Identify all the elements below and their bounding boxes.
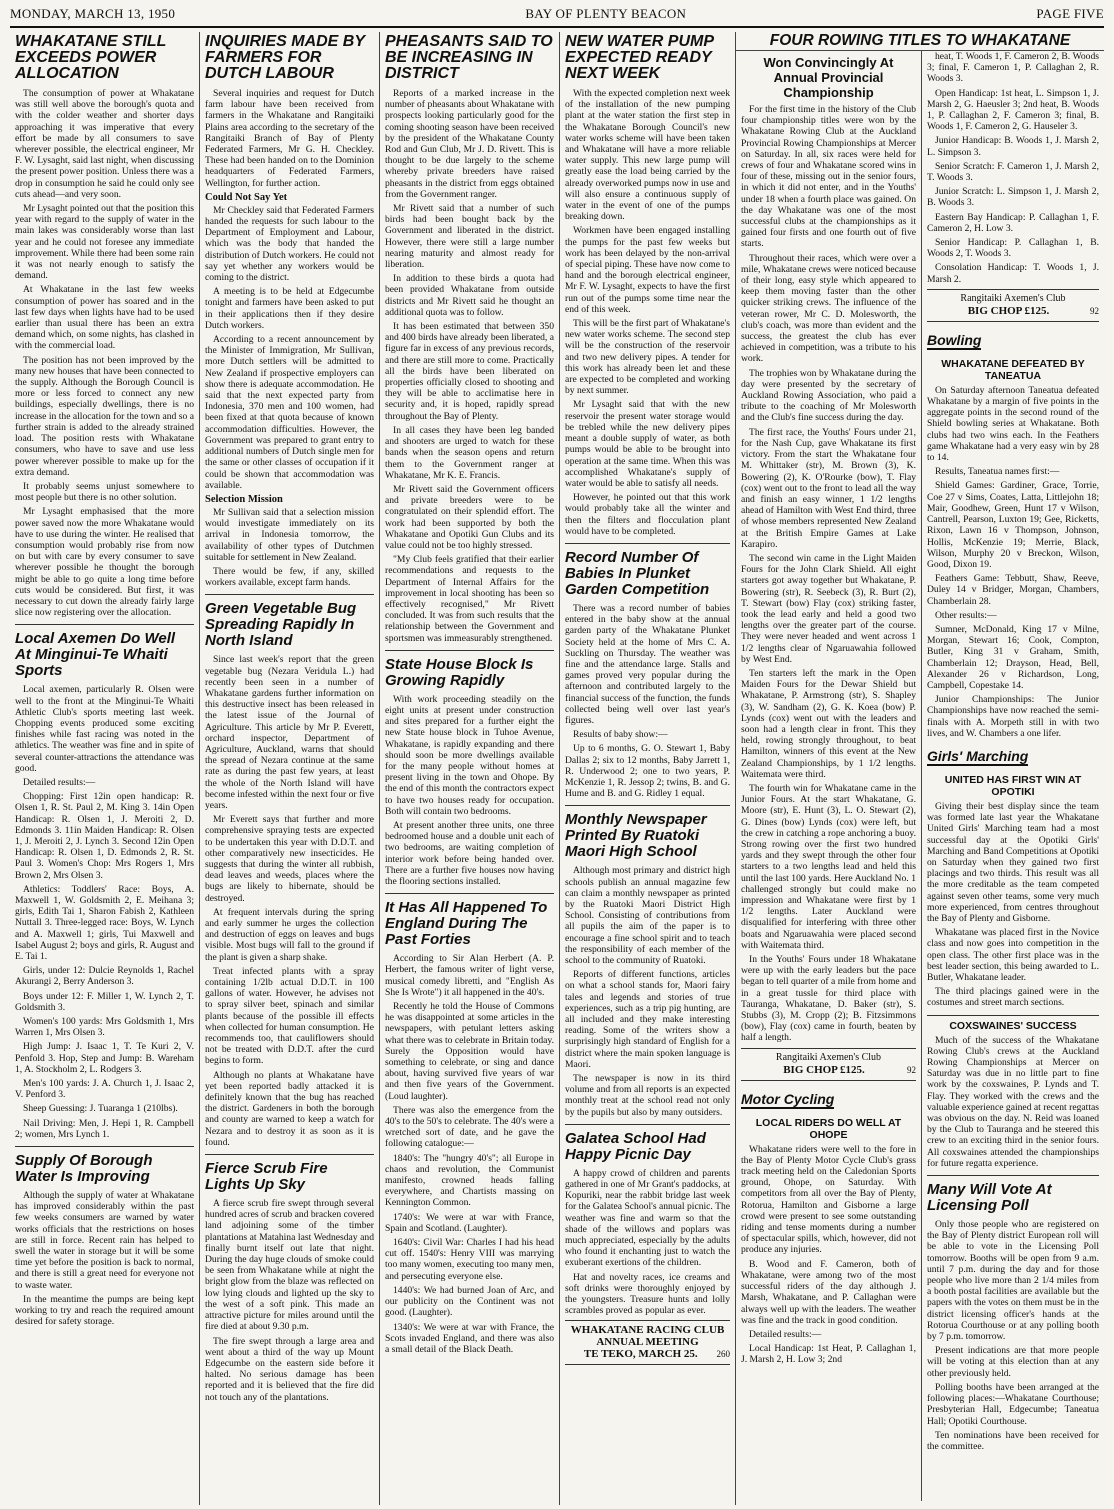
article-paragraph: There would be few, if any, skilled workers available, except farm hands. [205, 565, 374, 589]
article-paragraph: Girls, under 12: Dulcie Reynolds 1, Rachel Akurangi 2, Berry Anderson 3. [15, 965, 194, 988]
divider [565, 543, 730, 544]
article-paragraph: Sheep Guessing: J. Tuaranga 1 (210lbs). [23, 1103, 178, 1115]
article-paragraph: Detailed results:— [749, 1328, 822, 1340]
headline-vegetable-bug: Green Vegetable Bug Spreading Rapidly In North Island [205, 600, 357, 650]
article-paragraph: 1840's: The "hungry 40's"; all Europe in chaos and revolution, the Communist manifesto, crowned heads falling everywhere, and Chartists massing on Kennington Common. [385, 1152, 554, 1209]
right-columns [736, 51, 1104, 1501]
article-paragraph: It probably seems unjust somewhere to most people but there is no other solution. [15, 480, 194, 504]
article-paragraph: Up to 6 months, G. O. Stewart 1, Baby Dallas 2; six to 12 months, Baby Jarrett 1, R. Underwood 2; one to two years, P. McKenzie 1, R. Jessop 2; twins, B. and G. Hume and B. and G. Ridley 1 equal. [565, 743, 730, 800]
divider [565, 805, 730, 806]
article-paragraph: The newspaper is now in its third volume and from all reports is an expected monthly treat at the school read not only by the pupils but also by many outsiders. [565, 1073, 730, 1118]
section-tag-girls-marching: Girls' Marching [927, 747, 1029, 764]
article-paragraph: 1740's: We were at war with France, Spain and Scotland. (Laughter). [385, 1211, 554, 1234]
headline-licensing-poll: Many Will Vote At Licensing Poll [927, 1181, 1052, 1215]
article-paragraph: Boys under 12: F. Miller 1, W. Lynch 2, T. Goldsmith 3. [15, 990, 194, 1013]
page-number: PAGE FIVE [1036, 6, 1104, 21]
headline-power-allocation: WHAKATANE STILL EXCEEDS POWER ALLOCATION [15, 33, 167, 82]
article-paragraph: This will be the first part of Whakatane's new water works scheme. The second step will be the construction of the reservoir and two new delivery pipes. A tender for this work has already been let and these are expected to be completed and working by next summer. [565, 318, 730, 397]
article-paragraph: At Whakatane in the last few weeks consumption of power has soared and in the last few days when lights have had to be used earlier than usual there has been an extra demand which, on some nights, has clashed in with the commercial load. [15, 284, 194, 352]
advert-line: Rangitaiki Axemen's Club [775, 1051, 882, 1063]
article-paragraph: Sumner, McDonald, King 17 v Milne, Morgan, Stewart 16; Cook, Compton, Butler, King 31 v Graham, Smith, Chamberlain 12; Drayson, Head, Bell, Alexander 26 v Richardson, Long, Campbell, Copestake 14. [927, 623, 1099, 691]
article-paragraph: The second win came in the Light Maiden Fours for the John Clark Shield. All eight starters got away together but Whakatane, P. Bowering (str), R. Seebeck (3), R. Burt (2), T. Stewart (bow) Flay (cox) striking faster, took the lead early and held a good two lengths over the greater part of the course. They were never headed and went across 1 1/2 lengths clear of Ngaruawahia followed by West End. [741, 552, 916, 665]
article-paragraph: Feathers Game: Tebbutt, Shaw, Reeve, Duley 14 v Bridger, Morgan, Chambers, Chamberlain 28. [927, 573, 1099, 607]
article-paragraph: Women's 100 yards: Mrs Goldsmith 1, Mrs Warren 1, Mrs Olsen 3. [15, 1016, 194, 1039]
article-paragraph: In all cases they have been leg banded and shooters are urged to watch for these bands when the season opens and return them to the Government ranger at Whakatane, Mr K. E. Francis. [385, 424, 554, 481]
article-paragraph: Mr Sullivan said that a selection mission would investigate immediately on its arrival in Indonesia tomorrow, the availability of other types of Dutchmen suitable for settlement in New Zealand. [205, 506, 374, 563]
article-paragraph: Treat infected plants with a spray containing 1/2lb actual D.D.T. in 100 gallons of water. However, he advises not to spray silver beet, spinach and similar plants because of the possible ill effects when collected for human consumption. He recommends too, that cauliflowers should not be treated with D.D.T. after the curd begins to form. [205, 965, 374, 1067]
article-paragraph: A fierce scrub fire swept through several hundred acres of scrub and bracken covered land adjoining some of the timber plantations at Matahina last Wednesday and finally burnt itself out late that night. During the day huge clouds of smoke could be seen from Whakatane while at night the bright glow from the blaze was reflected on low lying clouds and lighted up the sky to the west of a soft pink. This made an attractive picture for miles around until the fire died at about 9.30 p.m. [205, 1198, 374, 1333]
advert-line: BIG CHOP £125. [967, 304, 1050, 317]
advert-line: WHAKATANE RACING CLUB [570, 1324, 725, 1337]
article-paragraph: Mr Lysaght pointed out that the position this year with regard to the supply of water in the main lakes was considerably worse than last year and he could not foresee any immediate improvement. While there had been some rain it was not nearly enough to satisfy the demand. [15, 203, 194, 282]
article-paragraph: 1640's: Civil War: Charles I had his head cut off. 1540's: Henry VIII was marrying too many women, executing too many men, and persecuting everyone else. [385, 1237, 554, 1282]
article-paragraph: Reports of a marked increase in the number of pheasants about Whakatane with prospects looking particularly good for the coming shooting season have been received by the president of the Whakatane County Rod and Gun Club, Mr J. D. Rivett. This is thought to be due largely to the scheme whereby private breeders have raised pheasants in the district from eggs obtained from the Government ranger. [385, 88, 554, 200]
article-paragraph: On Saturday afternoon Taneatua defeated Whakatane by a margin of five points in the aggregate points in the second round of the Shield bowling series at Whakatane. Both clubs had two wins each. In the Feathers game Whakatane had a very easy win by 28 to 14. [927, 384, 1099, 464]
right-section [736, 32, 1104, 1505]
advert-number: 92 [907, 1064, 916, 1075]
article-paragraph: Several inquiries and request for Dutch farm labour have been received from farmers in the Whakatane and Rangitaiki Plains area according to the secretary of the Rangitaiki Branch of Bay of Plenty Federated Farmers, Mr G. H. Checkley. These had been handed on to the Dominion headquarters of Federated Farmers, Wellington, for further action. [205, 88, 374, 189]
divider [385, 650, 554, 651]
headline-forties: It Has All Happened To England During The Past Forties [385, 899, 548, 949]
article-paragraph: Workmen have been engaged installing the pumps for the past few weeks but work has been delayed by the non-arrival of special piping. These have now come to hand and the borough electrical engineer, Mr F. W. Lysaght, expects to have the first run out of the pumps some time near the end of this week. [565, 225, 730, 315]
marching-headline: UNITED HAS FIRST WIN AT OPOTIKI [944, 773, 1082, 798]
headline-borough-water: Supply Of Borough Water Is Improving [15, 1152, 153, 1186]
masthead [10, 6, 1104, 28]
article-paragraph: The consumption of power at Whakatane was still well above the borough's quota and with the colder weather and shorter days approaching it was imperative that every effort be made by all consumers to save wherever possible, the electrical engineer, Mr F. W. Lysaght, said last night, when discussing the present power position. Unless there was a drop in consumption he said he could only see cuts ahead—and very soon. [15, 88, 194, 200]
article-paragraph: A meeting is to be held at Edgecumbe tonight and farmers have been asked to put in their applications then if they desire Dutch workers. [205, 286, 374, 331]
column-6 [922, 51, 1104, 1501]
article-paragraph: Nail Driving: Men, J. Hepi 1, R. Campbell 2; women, Mrs Lynch 1. [15, 1117, 194, 1140]
article-paragraph: It has been estimated that between 350 and 400 birds have already been liberated, a figure far in excess of any previous records, and there are still more to come. Practically all the birds have been liberated on properties officially closed to shooting and they will be able to acclimatise here in security and, it is hoped, rapidly spread throughout the Bay of Plenty. [385, 321, 554, 422]
article-paragraph: Men's 100 yards: J. A. Church 1, J. Isaac 2, V. Penford 3. [15, 1078, 194, 1101]
article-paragraph: High Jump: J. Isaac 1, T. Te Kuri 2, V. Penfold 3. Hop, Step and Jump: B. Wareham 1, A. Stockholm 2, L. Rodgers 3. [15, 1041, 194, 1075]
article-paragraph: The fourth win for Whakatane came in the Junior Fours. At the start Whakatane, G. Moore (str), E. Hunt (3), L. O. Stewart (2), G. Dines (bow) Lynds (cox) were left, but the crew in catching a rope anchoring a buoy. Strong rowing over the first two hundred yards and they swept through the other four starters to a two lengths lead and held this until the last 100 yards. Here Auckland No. 1 challenged strongly but could make no impression and Whakatane were first by 1 1/2 lengths. Later Auckland were disqualified for interfering with three other boats and Ngaruawahia were placed second with Waitemata third. [741, 782, 916, 951]
section-tag-bowling: Bowling [927, 331, 982, 348]
newspaper-name: BAY OF PLENTY BEACON [525, 6, 687, 21]
article-paragraph: Senior Scratch: F. Cameron 1, J. Marsh 2, T. Woods 3. [927, 160, 1099, 184]
article-paragraph: Mr Rivett said that a number of such birds had been bought back by the Government and liberated in the district. However, there were still a large number nearing maturity and almost ready for liberation. [385, 203, 554, 271]
rowing-headline: Won Convincingly At Annual Provincial Championship [763, 55, 894, 100]
article-paragraph: With the expected completion next week of the installation of the new pumping plant at the water station the first step in the Whakatane Borough Council's new water works scheme will have been taken and Whakatane will have a more reliable water supply. This new large pump will greatly ease the load being carried by the already overworked pumps now in use and will also ensure a continuous supply of water in the event of one of the pumps breaking down. [565, 88, 730, 223]
article-paragraph: At present another three units, one three bedroomed house and a double unit each of two bedrooms, are waiting completion of interior work before being handed over. There are a further five houses now having the flooring sections installed. [385, 819, 554, 887]
divider [927, 1015, 1099, 1016]
article-paragraph: Whakatane was placed first in the Novice class and now goes into competition in the open class. The other first place was in the best leader section, this being awarded to L. Butler, Whakatane leader. [927, 927, 1099, 983]
headline-scrub-fire: Fierce Scrub Fire Lights Up Sky [205, 1160, 328, 1194]
headline-dutch-labour: INQUIRIES MADE BY FARMERS FOR DUTCH LABOUR [205, 33, 365, 82]
article-paragraph: Junior Scratch: L. Simpson 1, J. Marsh 2, B. Woods 3. [927, 186, 1099, 209]
motor-headline: LOCAL RIDERS DO WELL AT OHOPE [755, 1116, 902, 1141]
article-paragraph: Mr Checkley said that Federated Farmers handed the requests for such labour to the Department of Employment and Labour, which was the body that handed the distribution of Dutch workers. He could not say yet whether any workers would be coming to the district. [205, 204, 374, 284]
divider [927, 1175, 1099, 1176]
divider [385, 893, 554, 894]
issue-date: MONDAY, MARCH 13, 1950 [10, 6, 176, 21]
divider [205, 594, 374, 595]
article-paragraph: Throughout their races, which were over a mile, Whakatane crews were noticed because of their long, easy style which appeared to keep them moving faster than the other quicker striking crews. The influence of the veteran rower, Mr C. D. Molesworth, the club's coach, was more than evident and the success, the greatest the club has ever achieved in competition, was a tribute to his work. [741, 252, 916, 365]
column-3 [380, 32, 560, 1505]
article-paragraph: With work proceeding steadily on the eight units at present under construction and sites prepared for a further eight the new State house block in Tuhoe Avenue, Whakatane, is rapidly expanding and there should soon be more dwellings available for the many people without homes at present living in the town and Ohope. By the end of this month the contractors expect to have two houses ready for occupation. Both will contain two bedrooms. [385, 693, 554, 817]
article-paragraph: The fire swept through a large area and went about a third of the way up Mount Edgecumbe on the eastern side before it halted. No serious damage has been reported and it is believed that the fire did not touch any of the plantations. [205, 1335, 374, 1403]
article-paragraph: However, he pointed out that this work would probably take all the winter and then the filters and flocculation plant would have to be completed. [565, 492, 730, 537]
article-paragraph: In addition to these birds a quota had been provided Whakatane from outside districts and Mr Rivett said he thought an additional quota was to follow. [385, 273, 554, 318]
article-paragraph: Present indications are that more people will be voting at this election than at any other previously held. [927, 1345, 1099, 1379]
advert-number: 260 [716, 1349, 730, 1360]
article-paragraph: For the first time in the history of the Club four championship titles were won by the Whakatane Rowing Club at the Auckland Provincial Rowing Championships at Mercer on Saturday. In all, six races were held for crews of four and Whakatane scored wins in four of these, missing out in the senior fours, in which it did not enter, and in the Youths' under 18 when a fourth place was gained. On the day Whakatane was one of the most successful clubs at the championships as it gained four firsts and one fourth out of five starts. [741, 104, 916, 250]
headline-state-house: State House Block Is Growing Rapidly [385, 655, 534, 689]
article-paragraph: Athletics: Toddlers' Race: Boys, A. Maxwell 1, W. Goldsmith 2, E. Meihana 3; girls, Edith Tai 1, Sharon Fabish 2, Kathleen Nuttall 3. Three-legged race: Boys, W. Lynch and A. Maxwell 1; girls, Tui Maxwell and Isabel August 2; boys and girls, R. August and E. Tai 1. [15, 883, 194, 963]
article-paragraph: Local axemen, particularly R. Olsen were well to the front at the Minginui-Te Whaiti Athletic Club's sports meeting last week. Chopping events produced some exciting finishes while fast racing was noted in the athletics. The weather was fine and in spite of several counter-attractions the attendance was good. [15, 684, 194, 774]
article-paragraph: Chopping: First 12in open handicap: R. Olsen 1, R. St. Paul 2, M. King 3. 14in Open Handicap: R. Olsen 1, J. Meroiti 2, D. Edmonds 3. 11in Maiden Handicap: R. Olsen 1, J. Meroiti 2, J. Lynch 3. Second 12in Open Handicap: R. Olsen 1, D. Edmonds 2, R. St. Paul 3. Women's Chop: Mrs Rogers 1, Mrs Brown 2, Mrs Olsen 3. [15, 791, 194, 881]
article-paragraph: A happy crowd of children and parents gathered in one of Mr Grant's paddocks, at Kopuriki, near the rabbit bridge last week for the Galatea School's annual picnic. The weather was fine and warm so that the shade of the willows and poplars was much appreciated, especially by the adults who found it enchanting just to watch the exuberant exertions of the children. [565, 1167, 730, 1269]
article-paragraph: Shield Games: Gardiner, Grace, Torrie, Coe 27 v Sims, Coates, Latta, Littlejohn 18; Mair, Goodhew, Green, Hunt 17 v Wilson, Cantrell, Pearson, Luxton 19; Gee, Ricketts, Rixon, Lawn 16 v Thompson, Johnson, Hollis, McKenzie 19; Merrie, Black, Wilson, Murphy 20 v Breckon, Wilson, Good, Dixon 19. [927, 480, 1099, 570]
article-paragraph: In the Youths' Fours under 18 Whakatane were up with the early leaders but the pace began to tell quarter of a mile from home and in a great tussle for third place with Tauranga, Whakatane, D. Baker (str), S. Stubbs (3), M. Cropp (2); B. Fitzsimmons (bow), Flay (cox) came in fourth, beaten by half a length. [741, 954, 916, 1044]
headline-pheasants: PHEASANTS SAID TO BE INCREASING IN DISTRICT [385, 33, 553, 82]
article-paragraph: Other results:— [935, 609, 997, 621]
advert-line: BIG CHOP £125. [783, 1063, 865, 1076]
article-paragraph: The position has not been improved by the many new houses that have been connected to the supply. Although the Borough Council is more or less forced to connect any new buildings, especially dwellings, there is no increase in the allocation for the town and so a further strain is added to the already strained load. The position rests with Whakatane consumers, who have to save and use less power wherever possible to make up for the extra demand. [15, 354, 194, 478]
article-paragraph: Junior Handicap: B. Woods 1, J. Marsh 2, L. Simpson 3. [927, 135, 1099, 158]
divider [565, 1124, 730, 1125]
bowling-headline: WHAKATANE DEFEATED BY TANEATUA [941, 357, 1085, 382]
article-paragraph: 1340's: We were at war with France, the Scots invaded England, and there was also a small detail of the Black Death. [385, 1321, 554, 1355]
advert-line: Rangitaiki Axemen's Club [960, 292, 1066, 304]
article-paragraph: Junior Championships: The Junior Championships have now reached the semi-finals with A. Morpeth still in with two lives, and W. Chambers a one lifer. [927, 694, 1099, 739]
section-tag-motor-cycling: Motor Cycling [741, 1090, 835, 1107]
article-paragraph: Whakatane riders were well to the fore in the Bay of Plenty Motor Cycle Club's grass track meeting held on the Caledonian Sports ground, Ohope, on Saturday. With competitors from all over the Bay of Plenty, Rotorua, Hamilton and Gisborne a large crowd were present to see some outstanding riding and tense moments during a number of spectacular spills, which, however, did not produce any injuries. [741, 1143, 916, 1256]
column-5 [736, 51, 922, 1501]
article-paragraph: Mr Everett says that further and more comprehensive spraying tests are expected to be undertaken this year with D.D.T. and other comparatively new insecticides. He suggests that during the winter all rubbish, dead leaves and weeds, places where the bugs are likely to hibernate, should be destroyed. [205, 814, 374, 904]
article-paragraph: Hat and novelty races, ice creams and soft drinks were thoroughly enjoyed by the youngsters. Treasure hunts and lolly scrambles proved as popular as ever. [565, 1271, 730, 1317]
article-paragraph: Recently he told the House of Commons he was disappointed at some articles in the newspapers, with petulant letters asking what there was to celebrate in Britain today. Surely the Opposition would have something to celebrate, or sing and dance about, having survived five years of war and then five years of the Government. (Loud laughter). [385, 1001, 554, 1102]
article-paragraph: According to a recent announcement by the Minister of Immigration, Mr Sullivan, more Dutch settlers will be admitted to New Zealand if prospective employers can show there is adequate accommodation. He said that the next expected party from Indonesia, 370 men and 100 women, had been fixed at that quota because of known accommodation difficulties. However, the Government was prepared to grant entry to additional numbers of Dutch single men for the same or other classes of occupation if it could be shown that accommodation was available. [205, 334, 374, 491]
headline-axemen: Local Axemen Do Well At Minginui-Te Whaiti Sports [15, 630, 176, 680]
article-paragraph: 1440's: We had burned Joan of Arc, and our publicity on the Continent was not good. (Laughter). [385, 1284, 554, 1319]
article-paragraph: At frequent intervals during the spring and early summer he urges the collection and destruction of eggs on leaves and bugs visible. Most bugs will fall to the ground if the plant is given a sharp shake. [205, 906, 374, 963]
advert-number: 92 [1090, 305, 1099, 316]
article-paragraph: Polling booths have been arranged at the following places:—Whakatane Courthouse; Presbyterian Hall, Edgecumbe; Taneatua Hall; Opotiki Courthouse. [927, 1381, 1099, 1427]
advert-line: ANNUAL MEETING [596, 1336, 699, 1349]
headline-galatea-picnic: Galatea School Had Happy Picnic Day [565, 1129, 706, 1163]
advert-line: TE TEKO, MARCH 25. [583, 1348, 698, 1361]
divider [205, 1154, 374, 1155]
article-paragraph: heat, T. Woods 1, F. Cameron 2, B. Woods 3; final, F. Cameron 1, P. Callaghan 2, R. Woods 3. [927, 51, 1099, 85]
coxswaines-headline: COXSWAINES' SUCCESS [949, 1019, 1077, 1032]
subheading: Selection Mission [205, 493, 283, 505]
article-paragraph: There was a record number of babies entered in the baby show at the annual garden party of the Whakatane Plunket Society held at the home of Mrs C. A. Suckling on Thursday. The weather was fine and the attendance large. Stalls and games proved very popular during the afternoon and contributed largely to the financial success of the function, the funds collected being well over last year's figures. [565, 602, 730, 726]
article-paragraph: Giving their best display since the team was formed late last year the Whakatane United Girls' Marching team had a most successful day at the Opotiki Girls' Marching and Band Competitions at Opotiki on Saturday when they gained two first placings and two thirds. This result was all the more creditable as the team competed against seven other teams, some very much more experienced, from centres throughout the Bay of Plenty and Gisborne. [927, 800, 1099, 924]
columns [10, 32, 1104, 1505]
article-paragraph: There was also the emergence from the 40's to the 50's to celebrate. The 40's were a wretched sort of date, and he gave the following catalogue:— [385, 1104, 554, 1150]
rowing-banner: FOUR ROWING TITLES TO WHAKATANE [736, 32, 1104, 51]
article-paragraph: "My Club feels gratified that their earlier recommendations and requests to the Department of Internal Affairs for the improvement in local shooting has been so effectively recognised," Mr Rivett concluded. It was from such results that the relationship between the Government and sportsmen was immeasurably strengthened. [385, 554, 554, 644]
article-paragraph: The trophies won by Whakatane during the day were presented by the secretary of Auckland Rowing Association, who paid a tribute to the coaching of Mr Molesworth and the Club's fine success during the day. [741, 367, 916, 424]
article-paragraph: Ten nominations have been received for the committee. [927, 1429, 1099, 1452]
article-paragraph: Since last week's report that the green vegetable bug (Nezara Veridula L.) had recently been seen in a number of Whakatane gardens further information on this destructive insect has been released in the latest issue of the Journal of Agriculture. This article by Mr P. Everett, orchard inspector, Department of Agriculture, Auckland, warns that should the spread of Nezara continue at the same rate as during the past few years, at least the whole of the North Island will have become infested within the next four or five years. [205, 654, 374, 811]
racing-club-advert [565, 1320, 730, 1365]
article-paragraph: Much of the success of the Whakatane Rowing Club's crews at the Auckland Rowing Championships at Mercer on Saturday was due in no little part to fine work by the coxswaines, P. Lynds and T. Flay. They worked with the crews and the valuable experience gained at recent regattas was obvious on the day. N. Reid was loaned by the Club to Tauranga and he steered this crew to an exciting third in the senior fours. All coxswaines attended the championships for future regatta experience. [927, 1034, 1099, 1169]
divider [15, 1146, 194, 1147]
article-paragraph: Eastern Bay Handicap: P. Callaghan 1, F. Cameron 2, H. Low 3. [927, 211, 1099, 234]
column-1 [10, 32, 200, 1505]
article-paragraph: Only those people who are registered on the Bay of Plenty district European roll will be able to vote in the Licensing Poll tomorrow. Booths will be open from 9 a.m. until 7 p.m. during the day and for those people who live more than 2 1/4 miles from a booth postal facilities are available but the papers with the votes on them must be in the district licensing officer's hands at the Rotorua Courthouse or at any polling booth by 7 p.m. tomorrow. [927, 1219, 1099, 1343]
article-paragraph: In the meantime the pumps are being kept working to try and reach the required amount desired for safety storage. [15, 1293, 194, 1328]
article-paragraph: Ten starters left the mark in the Open Maiden Fours for the Dewar Shield but Whakatane, P. Armstrong (str), S. Shapley (3), W. Sandham (2), G. K. Koea (bow) P. Lynds (cox) went out with the leaders and soon had a length clear in front. This they held, rowing strongly throughout, to beat Hamilton, winners of this event at the New Zealand Championships, by 1 1/2 lengths. Waitemata were third. [741, 667, 916, 780]
headline-ruatoki-newspaper: Monthly Newspaper Printed By Ruatoki Maori High School [565, 811, 707, 861]
article-paragraph: The third placings gained were in the costumes and street march sections. [927, 986, 1099, 1009]
article-paragraph: Mr Lysaght said that with the new reservoir the present water storage would be trebled while the new delivery pipes meant a double supply of water, as both pumps would be able to be brought into operation at the same time. When this was accomplished Whakatane's supply of water would be able to satisfy all needs. [565, 399, 730, 489]
article-paragraph: According to Sir Alan Herbert (A. P. Herbert, the famous writer of light verse, musical comedy libretti, and "English As She Is Wrote") it all happened in the 40's. [385, 953, 554, 998]
axemen-advert [741, 1048, 916, 1081]
headline-plunket: Record Number Of Babies In Plunket Garden Competition [565, 548, 710, 598]
article-paragraph: Local Handicap: 1st Heat, P. Callaghan 1, J. Marsh 2, H. Low 3; 2nd [741, 1343, 916, 1366]
subheading: Could Not Say Yet [205, 191, 288, 203]
column-2 [200, 32, 380, 1505]
article-paragraph: Detailed results:— [23, 776, 96, 788]
axemen-advert [927, 289, 1099, 322]
divider [15, 624, 194, 625]
headline-water-pump: NEW WATER PUMP EXPECTED READY NEXT WEEK [565, 33, 714, 82]
article-paragraph: Mr Rivett said the Government officers and private breeders were to be congratulated on their splendid effort. The work had been supported by both the Whakatane and Opotiki Gun Clubs and its value could not be too highly stressed. [385, 483, 554, 551]
article-paragraph: Although most primary and district high schools publish an annual magazine few can claim a monthly newspaper as printed by the Ruatoki Maori District High School. Consisting of contributions from all pupils the aim of the paper is to encourage a fine school spirit and to teach the responsibility of each member of the school to the community of Ruatoki. [565, 865, 730, 966]
article-paragraph: Reports of different functions, articles on what a school stands for, Maori fairy tales and legends and stories of true experiences, such as a trip pig hunting, are all included and they make interesting reading. Some of the writers show a surprisingly high standard of English for a district where the main spoken language is Maori. [565, 969, 730, 1070]
article-paragraph: The first race, the Youths' Fours under 21, for the Nash Cup, gave Whakatane its first victory. From the start the Whakatane four M. Whittaker (str), M. Brown (3), K. Bowering (2), K. O'Rourke (bow), T. Flay (cox) went out to the front to lead all the way and finish an easy winner, 1 1/2 lengths ahead of Hamilton with West End third, three of whose members represented New Zealand at the British Empire Games at Lake Karapiro. [741, 426, 916, 550]
article-paragraph: Open Handicap: 1st heat, L. Simpson 1, J. Marsh 2, G. Haeusler 3; 2nd heat, B. Woods 1, P. Callaghan 2, F. Cameron 3; final, B. Woods 1, F. Cameron 2, G. Hauseler 3. [927, 87, 1099, 133]
article-paragraph: B. Wood and F. Cameron, both of Whakatane, were among two of the most successful riders of the day although J. Marsh, Whakatane, and P. Callaghan were always well up with the leaders. The weather was fine and the track in good condition. [741, 1258, 916, 1326]
article-paragraph: Consolation Handicap: T. Woods 1, J. Marsh 2. [927, 262, 1099, 285]
article-paragraph: Results, Taneatua names first:— [935, 466, 1060, 478]
column-4 [560, 32, 736, 1505]
article-paragraph: Mr Lysaght emphasised that the more power saved now the more Whakatane would have to use during the winter. He realised that consumption would probably rise from now on but with care by every consumer to save wherever possible he thought the borough might be able to go quite a long time before cuts would be considered. But first, it was necessary to cut down the already fairly large slice now registering over the allocation. [15, 506, 194, 619]
article-paragraph: Senior Handicap: P. Callaghan 1, B. Woods 2, T. Woods 3. [927, 237, 1099, 260]
article-paragraph: Results of baby show:— [573, 729, 668, 741]
article-paragraph: Although the supply of water at Whakatane has improved considerably within the past few weeks consumers are warned by water works officials that the restrictions on hoses are still in force. Recent rain has helped to swell the water in storage but it will be some time yet before the position is back to normal, and there is still a great need for everyone not to waste water. [15, 1190, 194, 1291]
article-paragraph: Although no plants at Whakatane have yet been reported badly attacked it is definitely known that the bug has reached the district. Gardeners in both the borough and county are warned to keep a watch for Nezara and to destroy it as soon as it is found. [205, 1069, 374, 1148]
